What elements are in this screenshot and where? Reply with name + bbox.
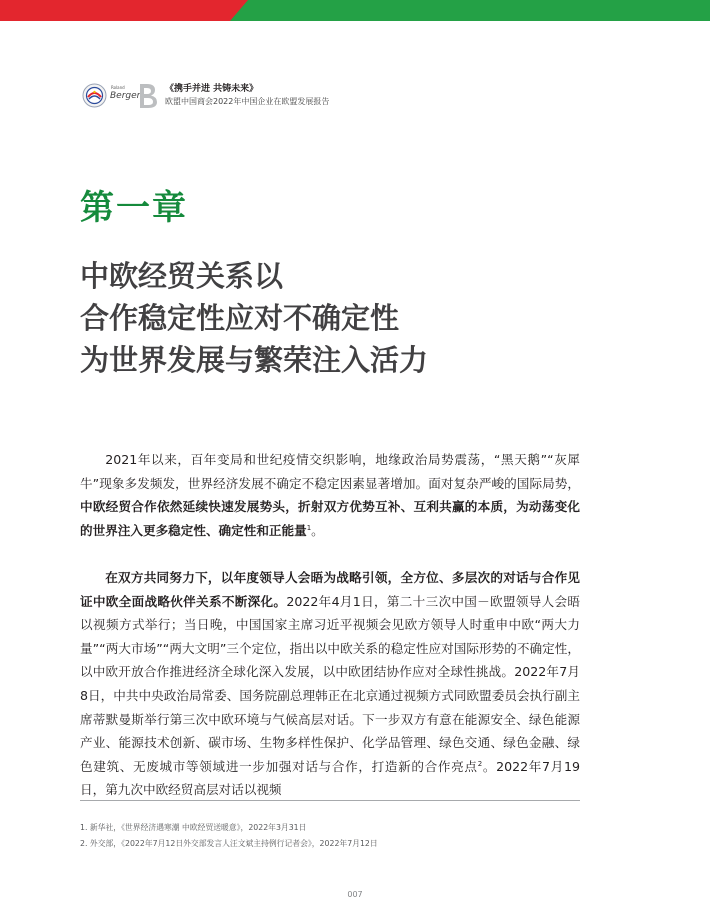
paragraph-bold-text: 在双方共同努力下，以年度领导人会晤为战略引领，全方位、多层次的对话与合作见证中欧全面战略伙伴关系不断深化。 bbox=[80, 569, 580, 609]
footnote-ref-1: 1 bbox=[306, 523, 312, 532]
roland-berger-logo bbox=[111, 85, 139, 109]
page-number: 007 bbox=[347, 890, 363, 899]
report-title: 《携手并进 共铸未来》 bbox=[165, 84, 259, 94]
paragraph-2 bbox=[80, 566, 580, 802]
paragraph-text: 。2022年7月19日，第九次中欧经贸高层对话以视频 bbox=[80, 758, 580, 798]
body-text bbox=[80, 448, 580, 802]
paragraph-text: 。 bbox=[311, 522, 324, 538]
roland-berger-b-icon bbox=[137, 83, 159, 109]
title-line: 为世界发展与繁荣注入活力 bbox=[80, 343, 429, 377]
footnote-1: 1. 新华社，《世界经济遇寒潮 中欧经贸送暖意》，2022年3月31日 bbox=[80, 823, 307, 832]
paragraph-text: 2022年4月1日，第二十三次中国－欧盟领导人会晤以视频方式举行；当日晚，中国国家主席习近平视频会见欧方领导人时重申中欧“两大力量”“两大市场”“两大文明”三个定位，指出以中欧关系的稳定性应对国际形势的不确定性，以中欧开放合作推进经济全球化深入发展，以中欧团结协作应对全球性挑战。2022年7月8日，中共中央政治局常委、国务院副总理韩正在北京通过视频方式同欧盟委员会执行副主席蒂默曼斯举行第三次中欧环境与气候高层对话。下一步双方有意在能源安全、绿色能源产业、能源技术创新、碳市场、生物多样性保护、化学品管理、绿色交通、绿色金融、绿色建筑、无废城市等领域进一步加强对话与合作，打造新的合作亮点 bbox=[80, 593, 581, 774]
eu-chamber-logo-icon bbox=[82, 83, 107, 108]
footnote-2: 2. 外交部，《2022年7月12日外交部发言人汪文斌主持例行记者会》，2022年7月12日 bbox=[80, 839, 378, 848]
header-text bbox=[165, 83, 485, 108]
chapter-title bbox=[80, 255, 640, 381]
logo-big-text: Berger bbox=[110, 91, 141, 101]
top-red-bar bbox=[0, 0, 248, 21]
logo-small-text: Roland bbox=[111, 85, 125, 90]
top-green-bar bbox=[230, 0, 710, 21]
footnote-divider bbox=[80, 800, 580, 801]
title-line: 合作稳定性应对不确定性 bbox=[80, 301, 400, 335]
paragraph-bold-text: 中欧经贸合作依然延续快速发展势头，折射双方优势互补、互利共赢的本质，为动荡变化的世界注入更多稳定性、确定性和正能量 bbox=[80, 499, 580, 538]
footnote-ref-2: 2 bbox=[477, 759, 483, 768]
paragraph-text: 2021年以来，百年变局和世纪疫情交织影响，地缘政治局势震荡，“黑天鹅”“灰犀牛”现象多发频发，世界经济发展不确定不稳定因素显著增加。面对复杂严峻的国际局势， bbox=[80, 452, 580, 491]
title-line: 中欧经贸关系以 bbox=[80, 259, 284, 293]
chapter-label: 第一章 bbox=[80, 188, 188, 228]
paragraph-1 bbox=[80, 448, 580, 542]
report-subtitle: 欧盟中国商会2022年中国企业在欧盟发展报告 bbox=[165, 97, 330, 106]
